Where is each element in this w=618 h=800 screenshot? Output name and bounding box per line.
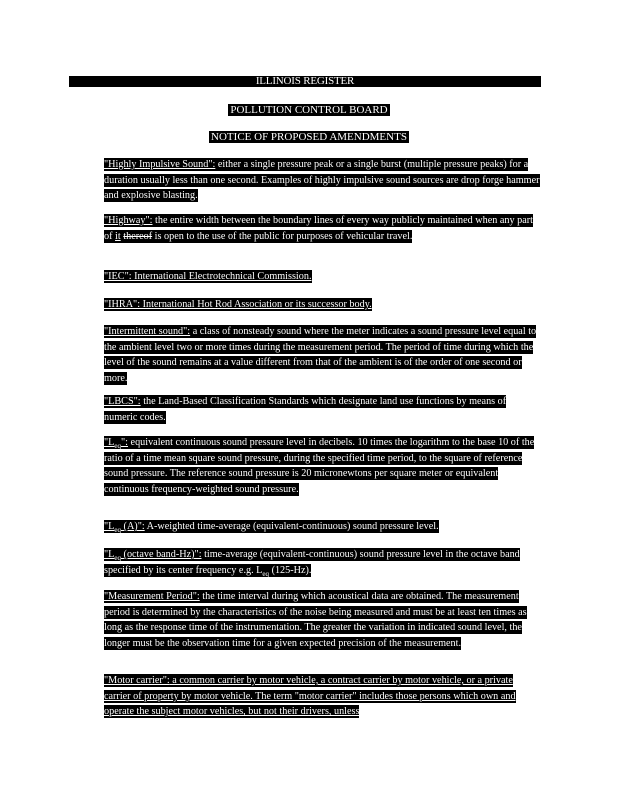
definition-text: the time interval during which acoustical data are obtained. The measurement period is determined by the characteristics of the noise being measured and must be at least ten times as long as the response time of the instrumentation. The greater the variation in indicated sound level, the longer must be the observation time for a given expected precision of the measurement. [104, 591, 527, 649]
definition-term: "LBCS": [104, 396, 141, 407]
definition-intermittent-sound [104, 324, 540, 386]
definition-term: "Motor carrier": [104, 675, 170, 686]
definition-motor-carrier [104, 673, 540, 720]
definition-term: "$L_{eq}$ (A)": [104, 521, 145, 535]
definition-highway [104, 213, 540, 244]
definition-term: "IHRA": International Hot Rod Association or its successor body. [104, 299, 372, 310]
definition-term: "IEC": International Electrotechnical Commission. [104, 271, 312, 282]
definition-lbcs [104, 394, 540, 425]
definition-text: time-average (equivalent-continuous) sound pressure level in the octave band specified by its center frequency e.g. L [104, 549, 520, 576]
definition-text: a class of nonsteady sound where the meter indicates a sound pressure level equal to the ambient level two or more times during the measurement period. The period of time during which the level of the sound remains at a value different from that of the ambient is of the order of one second or more. [104, 326, 537, 384]
board-title: POLLUTION CONTROL BOARD [230, 104, 388, 116]
definition-text: equivalent continuous sound pressure level in decibels. 10 times the logarithm to the base 10 of the ratio of a time mean square sound pressure, during the specified time period, to the square of reference sound pressure. The reference sound pressure is 20 micronewtons per square meter or equivalent continuous frequency-weighted sound pressure. [104, 437, 535, 495]
definition-text: is open to the use of the public for purposes of vehicular travel. [152, 230, 413, 242]
definition-term: "Highly Impulsive Sound": [104, 159, 216, 170]
definition-iec [104, 269, 540, 285]
definition-text: the entire width between the boundary lines of every way publicly maintained when any part of [104, 215, 533, 242]
register-header [69, 76, 541, 87]
definition-leq-octave-band: "$L_{eq}$ (octave band-Hz)": time-average (equivalent-continuous) sound pressure level in the octave band specified by its center frequency e.g. $L_{eq}$ (125-Hz). [104, 549, 520, 578]
definition-highly-impulsive-sound [104, 157, 540, 204]
definition-term: "Intermittent sound": [104, 326, 191, 337]
definition-measurement-period [104, 589, 540, 651]
definition-term: "Highway": [104, 215, 153, 226]
definition-leq-a [104, 519, 540, 535]
deleted-text: thereof [123, 230, 153, 242]
definition-text: the Land-Based Classification Standards which designate land use functions by means of numeric codes. [104, 396, 507, 423]
notice-title: NOTICE OF PROPOSED AMENDMENTS [211, 131, 407, 143]
definition-text: a common carrier by motor vehicle, a contract carrier by motor vehicle, or a private carrier of property by motor vehicle. The term "motor carrier" includes those persons which own and operate the subject motor vehicles, but not their drivers, unless [104, 675, 516, 718]
definition-term: "$L_{eq}$": [104, 437, 128, 451]
definition-term: "Measurement Period": [104, 591, 200, 602]
inserted-text: it [115, 230, 121, 242]
definition-text: either a single pressure peak or a single burst (multiple pressure peaks) for a duration usually less than one second. Examples of highly impulsive sound sources are drop forge hammer and explosive blasting. [104, 159, 540, 202]
definition-ihra [104, 297, 540, 313]
definition-text: A-weighted time-average (equivalent-continuous) sound pressure level. [144, 521, 439, 532]
register-title: ILLINOIS REGISTER [255, 75, 355, 87]
definition-leq [104, 435, 540, 497]
definition-term: "$L_{eq}$ (octave band-Hz)": [104, 549, 202, 563]
